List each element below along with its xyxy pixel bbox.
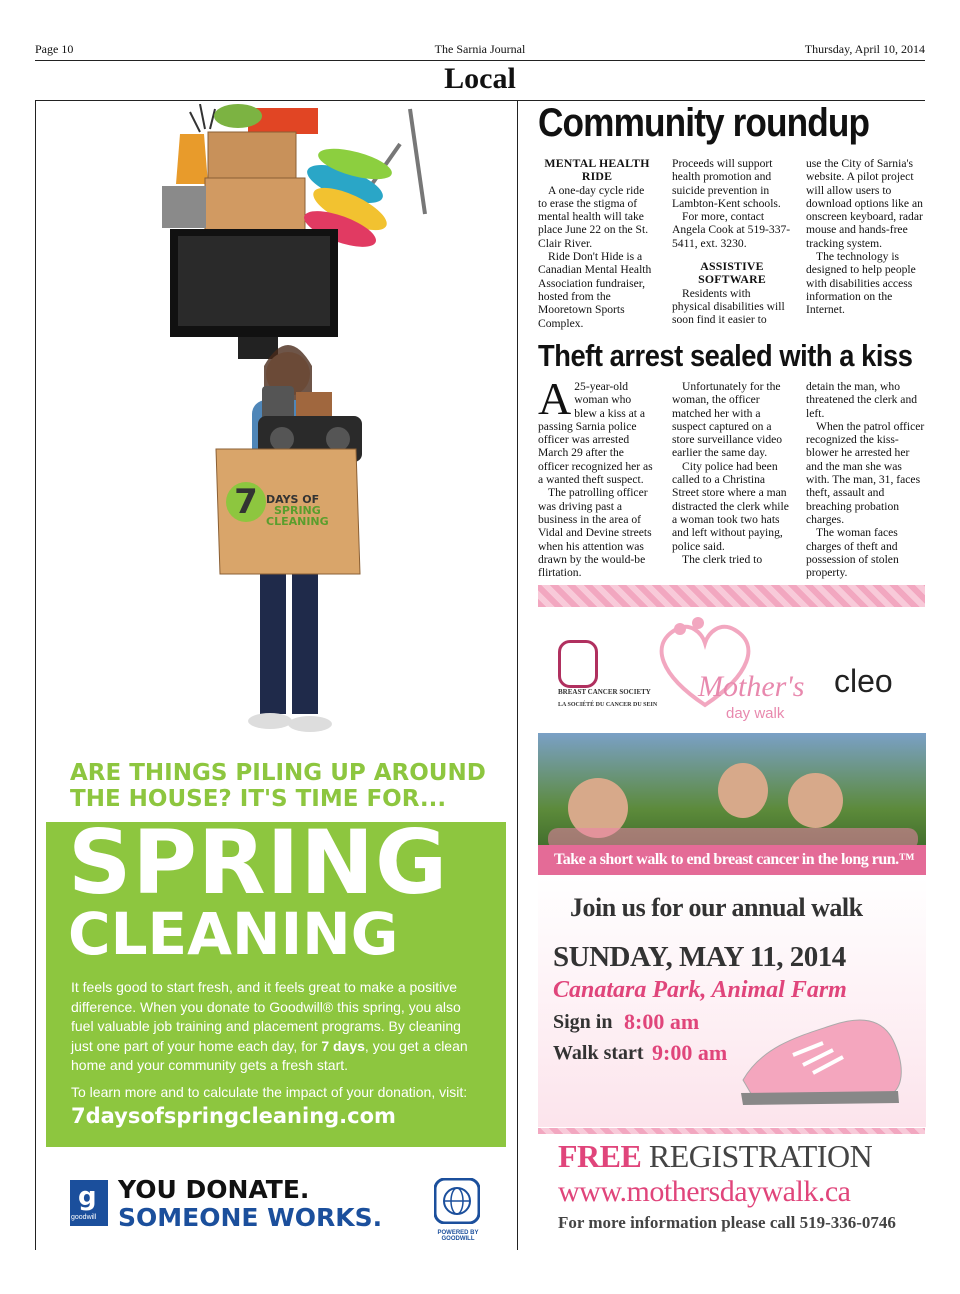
bcs-name: BREAST CANCER SOCIETY [558, 688, 651, 696]
person-with-boxes-illustration [160, 104, 460, 754]
goodwill-learn-more: To learn more and to calculate the impact of your donation, visit: [71, 1084, 468, 1100]
walk-start-label: Walk start [553, 1042, 644, 1064]
day-walk-logo: day walk [726, 705, 785, 722]
bcs-name-fr: LA SOCIÉTÉ DU CANCER DU SEIN [558, 702, 658, 708]
seven-days-label-3: CLEANING [266, 515, 329, 528]
theft-col-1: A 25-year-old woman who blew a kiss at a passing Sarnia police officer was arrested March 29 after the officer recognized her as a wanted theft suspect. The patrolling officer was driving past a business in the area of Vidal and Devine streets when his attention was drawn by the would-be flirtation. [538, 373, 653, 580]
mothers-day-walk-ad[interactable] [538, 585, 926, 1240]
cleo-logo: cleo [834, 663, 893, 699]
seven-days-logo [226, 482, 366, 532]
mothers-logo: Mother's [698, 670, 805, 703]
sneaker-icon [733, 1005, 913, 1110]
paper-name: The Sarnia Journal [434, 42, 526, 56]
spring-word: SPRING [68, 811, 449, 914]
theft-col-2: Unfortunately for the woman, the officer matched her with a suspect captured on a store surveillance video earlier the same day. City police had been called to a Christina Street store where a man distracted the clerk while a woman took two hats and left without paying, police said. The clerk tried to [672, 380, 789, 566]
seven-days-number: 7 [226, 482, 266, 522]
info-line: For more information please call 519-336-0746 [558, 1213, 896, 1232]
signin-label: Sign in [553, 1011, 613, 1033]
goodwill-logo-icon: g goodwill [70, 1180, 108, 1226]
bcs-logo-icon [558, 640, 598, 688]
walker-figure [788, 773, 843, 828]
cleaning-word: CLEANING [68, 900, 399, 968]
box-icon [208, 132, 296, 180]
vase-icon [176, 134, 208, 184]
walk-url[interactable]: www.mothersdaywalk.ca [558, 1175, 851, 1208]
free-registration: FREE REGISTRATION [558, 1138, 873, 1174]
issue-date: Thursday, April 10, 2014 [804, 42, 925, 56]
kicker: SOFTWARE [698, 272, 766, 287]
roundup-col-2: Proceeds will support health promotion and suicide prevention in Lambton-Kent schools. For more, contact Angela Cook at 519-337-5411, ext. 3230. ASSISTIVE SOFTWARE Residents with physical disabilities will soon find it easier to [672, 157, 791, 327]
powered-by: POWERED BY GOODWILL [437, 1230, 479, 1242]
tv-icon [170, 229, 338, 359]
event-date: SUNDAY, MAY 11, 2014 [553, 941, 846, 973]
signin-time: 8:00 am [624, 1009, 700, 1034]
left-border [35, 100, 36, 1250]
page-number: Page 10 [35, 42, 74, 56]
column-divider [517, 100, 518, 1250]
pink-divider [538, 1128, 925, 1134]
box-icon [205, 178, 305, 230]
join-line: Join us for our annual walk [570, 893, 863, 922]
roundup-col-3: use the City of Sarnia's website. A pilot project will allow users to download options like an onscreen keyboard, radar mouse and hands-free tracking system. The technology is designed to help people with disabilities access information on the Internet. [806, 157, 923, 317]
goodwill-body: It feels good to start fresh, and it feels great to make a positive difference. When you donate to Goodwill® this spring, you also fuel valuable job training and placement programs. By cleaning just one part of your home each day, for 7 days, you get a clean home and your community gets a fresh start. [71, 979, 468, 1073]
kicker: MENTAL HEALTH [544, 156, 650, 170]
dvd-stack-icon [162, 186, 206, 228]
seven-days-label-2: SPRING [274, 504, 321, 517]
roundup-title: Community roundup [538, 101, 870, 145]
theft-title: Theft arrest sealed with a kiss [538, 338, 913, 373]
pink-ribbon-strip [538, 585, 925, 607]
drop-cap: A [538, 373, 572, 424]
section-title: Local [444, 62, 516, 95]
tagline-donate: YOU DONATE. [118, 1175, 310, 1204]
header-rule [35, 60, 925, 61]
globe-icon [434, 1178, 480, 1224]
theft-col-3: detain the man, who threatened the clerk and left. When the patrol officer recognized the kiss-blower he arrested her and the man she was with. The man, 31, faces theft, assault and breaching probation charges. The woman faces charges of theft and possession of stolen property. [806, 380, 925, 580]
walker-figure [718, 763, 768, 818]
tagline-works: SOMEONE WORKS. [118, 1203, 383, 1232]
goodwill-headline-1: ARE THINGS PILING UP AROUND [70, 760, 486, 786]
spring-cleaning-panel [46, 811, 506, 1147]
kicker: ASSISTIVE [700, 259, 764, 274]
roundup-col-1: MENTAL HEALTH RIDE A one-day cycle ride to erase the stigma of mental health will take place June 22 on the St. Clair River. Ride Don't Hide is a Canadian Mental Health Association fundraiser, hosted from the Mooretown Sports Complex. [538, 157, 656, 330]
walk-start-time: 9:00 am [652, 1040, 728, 1065]
event-location: Canatara Park, Animal Farm [553, 977, 847, 1003]
seven-days-label-1: DAYS OF [266, 493, 320, 506]
goodwill-headline-2: THE HOUSE? IT'S TIME FOR... [70, 786, 447, 812]
photo-caption: Take a short walk to end breast cancer in the long run.™ [538, 845, 926, 875]
kicker: RIDE [581, 169, 613, 184]
goodwill-url[interactable]: 7daysofspringcleaning.com [71, 1104, 396, 1128]
